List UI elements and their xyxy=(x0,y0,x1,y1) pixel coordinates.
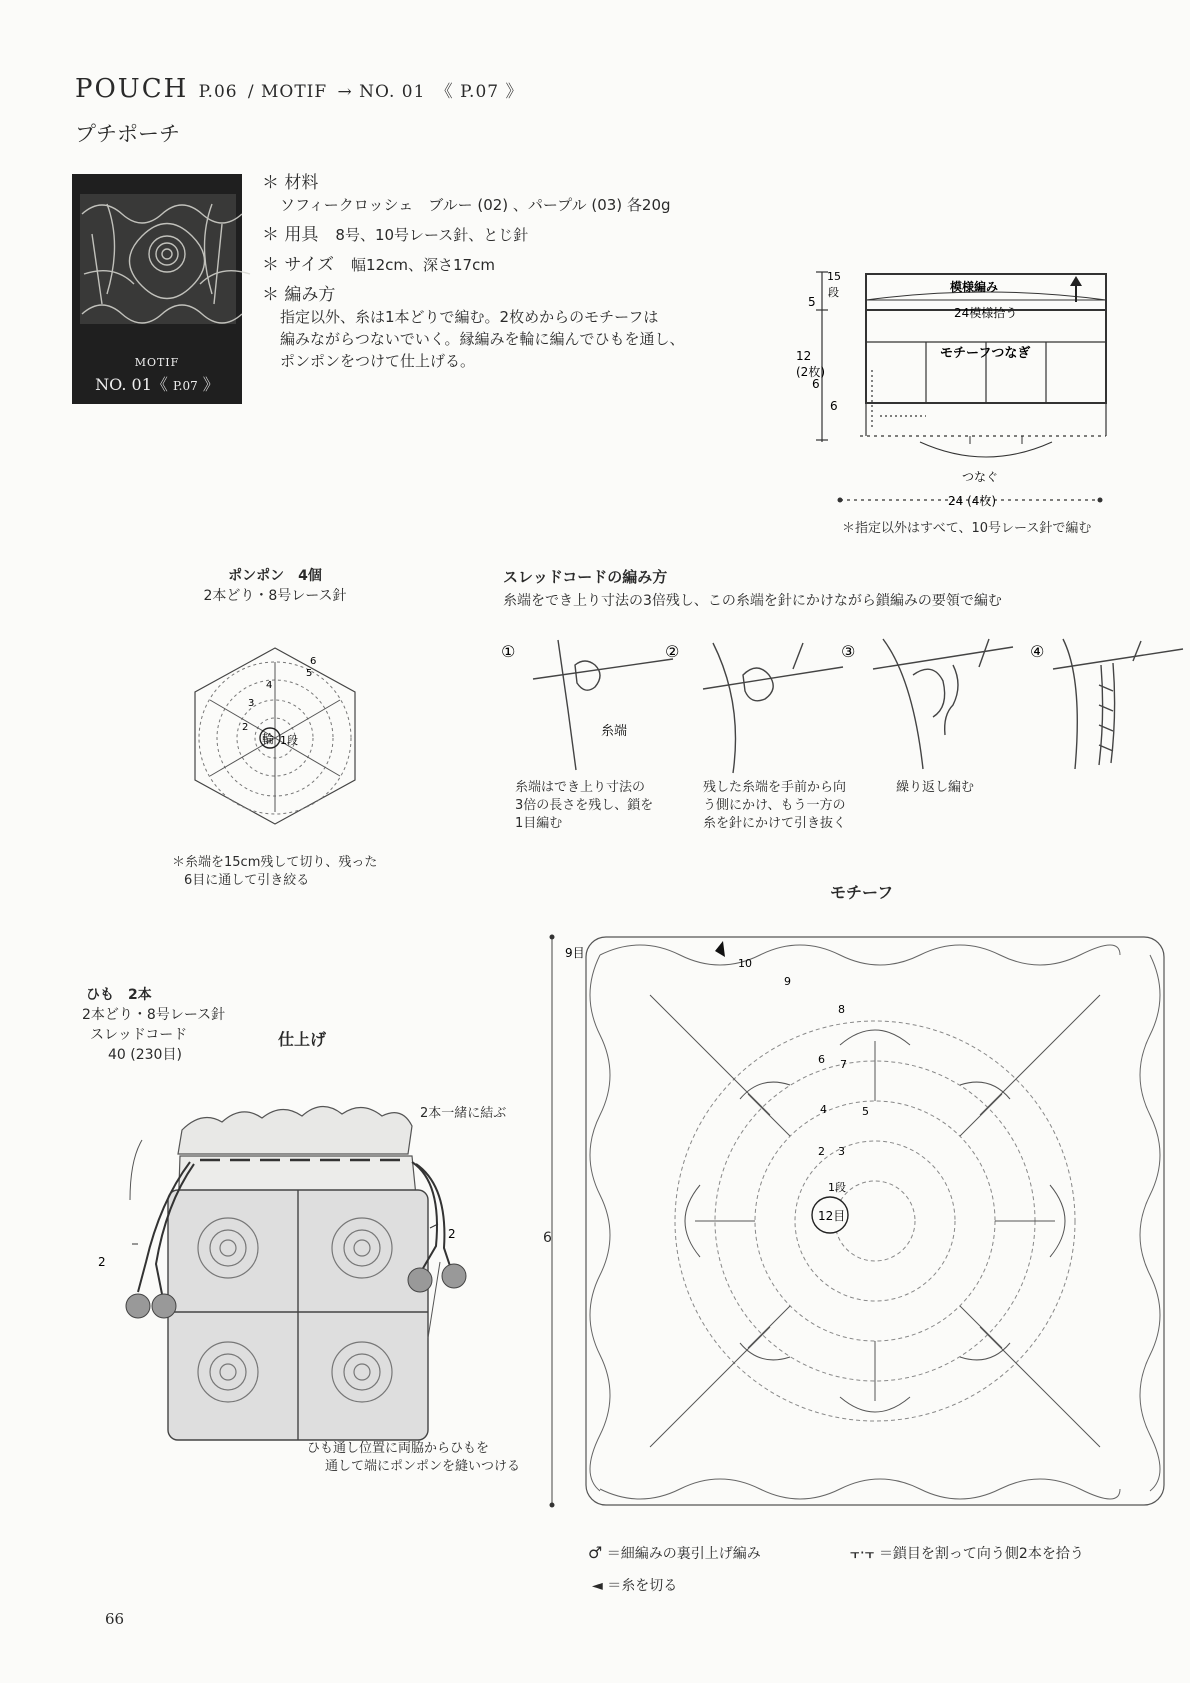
motif-center: 12目 xyxy=(818,1209,846,1223)
arrow-up-icon xyxy=(1070,276,1082,286)
step-num-1: ① xyxy=(501,642,516,661)
step-text-line: 糸を針にかけて引き抜く xyxy=(703,816,847,831)
title-text: POUCH xyxy=(75,74,189,104)
pompom-note xyxy=(172,854,377,890)
legend-item-2 xyxy=(850,1543,1084,1563)
tools-text: 8号、10号レース針、とじ針 xyxy=(335,226,529,244)
pickup-label: 24模様拾う xyxy=(954,306,1018,320)
step-num-4: ④ xyxy=(1030,642,1045,661)
legend-item-1 xyxy=(588,1543,761,1563)
tools-heading: 用具 xyxy=(284,225,319,245)
cord-step-3-text: 繰り返し編む xyxy=(896,780,975,795)
photo-no: NO. 01 xyxy=(95,375,152,394)
motif-side-dim: 6 xyxy=(543,1230,552,1246)
pompom-center: 輪 xyxy=(262,732,275,746)
motif-row-num: 9 xyxy=(784,975,791,988)
dim-small-h: 6 xyxy=(830,399,838,413)
tie-label: 2本一緒に結ぶ xyxy=(420,1106,507,1121)
lace-photo-art xyxy=(72,174,242,404)
size-heading: サイズ xyxy=(284,255,335,275)
page-number: 66 xyxy=(105,1610,125,1628)
page-subtitle: プチポーチ xyxy=(75,122,180,146)
dim-small-v: 6 xyxy=(812,377,820,391)
pompom-chart xyxy=(180,640,370,840)
bullet-icon: ＊ xyxy=(262,285,285,305)
motif-label: MOTIF xyxy=(261,82,328,102)
pompom-title: ポンポン 4個 xyxy=(228,568,322,584)
materials-text: ソフィークロッシェ ブルー (02) 、パープル (03) 各20g xyxy=(280,196,671,214)
motif-photo xyxy=(72,174,242,404)
finishing-title: 仕上げ xyxy=(278,1030,327,1049)
motif-row-num: 7 xyxy=(840,1058,847,1071)
pattern-label: 模様編み xyxy=(950,280,999,294)
dim-top-unit: 段 xyxy=(828,286,839,299)
motif-title: モチーフ xyxy=(830,883,894,902)
motif-ref: P.07 xyxy=(460,82,500,102)
pompom-row-num: 4 xyxy=(266,680,273,691)
photo-label-no: NO. 01《 P.07 》 xyxy=(95,375,219,394)
pompom-row-num: 6 xyxy=(310,656,317,667)
materials-block xyxy=(262,172,762,372)
bullet-icon: ＊ xyxy=(262,173,285,193)
string-sub: 2本どり・8号レース針 xyxy=(82,1007,226,1023)
pompom-row1: 1段 xyxy=(280,734,298,747)
method-line: ポンポンをつけて仕上げる。 xyxy=(280,352,476,370)
dim-mid: 12 xyxy=(796,349,812,363)
pick-up-stitch-icon: ⫟·⫟ xyxy=(850,1543,875,1562)
pouch-schematic xyxy=(796,260,1130,540)
materials-heading: 材料 xyxy=(284,173,319,193)
motif-row-num: 4 xyxy=(820,1103,827,1116)
step-text-line: 3倍の長さを残し、鎖を xyxy=(515,798,654,813)
string-title: ひも 2本 xyxy=(86,987,152,1003)
pompom-note-line: ＊糸端を15cm残して切り、残った xyxy=(172,855,378,870)
legend-item-3 xyxy=(592,1575,677,1595)
legend-text: ＝糸を切る xyxy=(607,1578,678,1594)
pompom-heading xyxy=(180,566,370,606)
step-num-2: ② xyxy=(665,642,680,661)
pompom-row-num: 2 xyxy=(242,722,249,733)
cord-step-1-text xyxy=(515,779,653,833)
motif-join-label: モチーフつなぎ xyxy=(940,346,1031,361)
cord-len: 40 (230目) xyxy=(108,1047,182,1063)
step-text-line: 1目編む xyxy=(515,816,563,831)
motif-row1: 1段 xyxy=(828,1181,846,1194)
finishing-note xyxy=(307,1440,520,1476)
schematic-note: ＊指定以外はすべて、10号レース針で編む xyxy=(842,521,1092,536)
pompom-subtitle: 2本どり・8号レース針 xyxy=(203,588,347,604)
dim-mid-unit: (2枚) xyxy=(796,365,825,379)
method-line: 指定以外、糸は1本どりで編む。2枚めからのモチーフは xyxy=(280,308,659,326)
motif-no: NO. 01 xyxy=(359,82,426,102)
cord-steps-illustration xyxy=(503,635,1173,785)
finishing-note-line: 通して端にポンポンを縫いつける xyxy=(325,1459,521,1474)
bullet-icon: ＊ xyxy=(262,225,285,245)
finishing-note-line: ひも通し位置に両脇からひもを xyxy=(307,1441,490,1456)
step-text-line: 糸端はでき上り寸法の xyxy=(515,780,646,795)
step-text-line: 残した糸端を手前から向 xyxy=(703,780,847,795)
method-heading: 編み方 xyxy=(284,285,336,305)
dim-top-num: 5 xyxy=(808,295,816,309)
step-num-3: ③ xyxy=(841,642,856,661)
join-label: つなぐ xyxy=(962,470,999,484)
legend-text: ＝細編みの裏引上げ編み xyxy=(606,1546,761,1562)
bullet-icon: ＊ xyxy=(262,255,285,275)
finished-pouch-illustration xyxy=(100,1060,530,1450)
pompom-row-num: 5 xyxy=(306,668,313,679)
cord-desc: 糸端をでき上り寸法の3倍残し、この糸端を針にかけながら鎖編みの要領で編む xyxy=(503,593,1002,609)
cut-yarn-icon: ◄ xyxy=(592,1578,603,1594)
photo-ref: P.07 xyxy=(172,379,198,393)
pompom-row-num: 3 xyxy=(248,698,255,709)
step-text-line: う側にかけ、もう一方の xyxy=(703,798,846,813)
motif-chart xyxy=(540,925,1180,1535)
cord-step-2-text xyxy=(703,779,846,833)
motif-row-num: 2 xyxy=(818,1145,825,1158)
motif-row-num: 10 xyxy=(738,957,752,970)
title-ref: P.06 xyxy=(198,82,238,102)
cut-yarn-icon xyxy=(715,941,725,957)
cord-title: スレッドコードの編み方 xyxy=(503,568,668,586)
method-line: 編みながらつないでいく。縁編みを輪に編んでひもを通し、 xyxy=(280,330,685,348)
dim-top-rows: 15 xyxy=(827,270,841,283)
motif-corner: 9目 xyxy=(565,946,585,960)
cord-label: スレッドコード xyxy=(90,1027,188,1043)
pompom-note-line: 6目に通して引き絞る xyxy=(184,873,310,888)
num-left: 2 xyxy=(98,1255,106,1269)
motif-row-num: 3 xyxy=(838,1145,845,1158)
motif-row-num: 6 xyxy=(818,1053,825,1066)
page-title: POUCH P.06 / MOTIF → NO. 01 《 P.07 》 xyxy=(75,74,524,104)
string-info xyxy=(82,985,225,1065)
size-text: 幅12cm、深さ17cm xyxy=(351,256,495,274)
num-right: 2 xyxy=(448,1227,456,1241)
join-arc xyxy=(920,442,1052,457)
width-label: 24 (4枚) xyxy=(948,494,997,508)
back-post-stitch-icon: ♂ xyxy=(588,1543,603,1562)
legend-text: ＝鎖目を割って向う側2本を拾う xyxy=(878,1546,1084,1562)
motif-row-num: 8 xyxy=(838,1003,845,1016)
motif-row-num: 5 xyxy=(862,1105,869,1118)
photo-label-top: MOTIF xyxy=(134,356,180,369)
yarn-end-label: 糸端 xyxy=(601,724,628,739)
